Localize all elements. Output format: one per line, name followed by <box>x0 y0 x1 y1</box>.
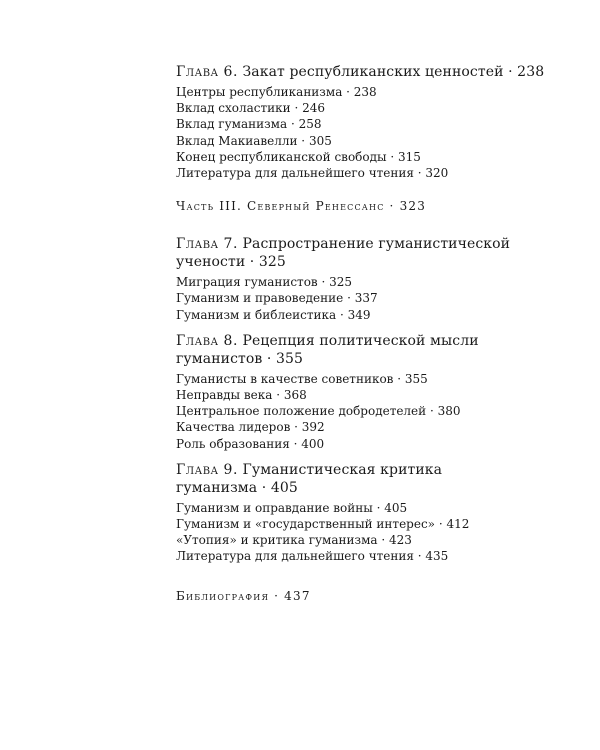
list-item: Миграция гуманистов · 325 <box>176 275 353 290</box>
chapter-7-label: Глава 7. <box>176 236 238 253</box>
chapter-9-label: Глава 9. <box>176 461 238 478</box>
chapter-6 <box>176 63 576 181</box>
list-item: Роль образования · 400 <box>176 436 325 451</box>
chapter-8-label: Глава 8. <box>176 332 238 349</box>
chapter-9-title <box>176 461 576 497</box>
chapter-8-entries <box>176 371 576 452</box>
chapter-7-title-line2: учености · 325 <box>176 254 286 271</box>
list-item: Гуманизм и оправдание войны · 405 <box>176 500 408 515</box>
chapter-8 <box>176 332 576 452</box>
list-item: Конец республиканской свободы · 315 <box>176 149 421 164</box>
chapter-9 <box>176 461 576 565</box>
list-item: Гуманизм и библеистика · 349 <box>176 307 371 322</box>
list-item: Неправды века · 368 <box>176 388 307 403</box>
chapter-8-title <box>176 332 576 368</box>
list-item: Гуманизм и правоведение · 337 <box>176 291 378 306</box>
list-item: Вклад Макиавелли · 305 <box>176 133 332 148</box>
list-item: Центры республиканизма · 238 <box>176 85 377 99</box>
list-item: Качества лидеров · 392 <box>176 420 325 435</box>
list-item: Литература для дальнейшего чтения · 320 <box>176 166 449 181</box>
chapter-7 <box>176 235 576 323</box>
chapter-6-title <box>176 63 576 81</box>
list-item: Гуманисты в качестве советников · 355 <box>176 371 428 386</box>
chapter-6-title-text: Закат республиканских ценностей · 238 <box>242 64 545 80</box>
list-item: Центральное положение добродетелей · 380 <box>176 404 461 419</box>
list-item: «Утопия» и критика гуманизма · 423 <box>176 533 412 548</box>
list-item: Вклад гуманизма · 258 <box>176 117 322 132</box>
list-item: Гуманизм и «государственный интерес» · 412 <box>176 517 470 532</box>
part-3-title: Часть III. Северный Ренессанс · 323 <box>176 199 427 214</box>
chapter-6-entries <box>176 84 576 181</box>
table-of-contents <box>176 63 576 603</box>
chapter-7-title-line1: Распространение гуманистической <box>242 236 511 253</box>
chapter-6-label: Глава 6. <box>176 64 238 80</box>
chapter-9-title-line2: гуманизма · 405 <box>176 479 298 496</box>
bibliography-title: Библиография · 437 <box>176 588 311 603</box>
chapter-8-title-line2: гуманистов · 355 <box>176 350 304 367</box>
chapter-7-title <box>176 235 576 271</box>
chapter-8-title-line1: Рецепция политической мысли <box>242 332 479 349</box>
chapter-9-title-line1: Гуманистическая критика <box>242 461 443 478</box>
list-item: Вклад схоластики · 246 <box>176 101 325 116</box>
chapter-7-entries <box>176 274 576 323</box>
list-item: Литература для дальнейшего чтения · 435 <box>176 549 449 564</box>
chapter-9-entries <box>176 500 576 565</box>
